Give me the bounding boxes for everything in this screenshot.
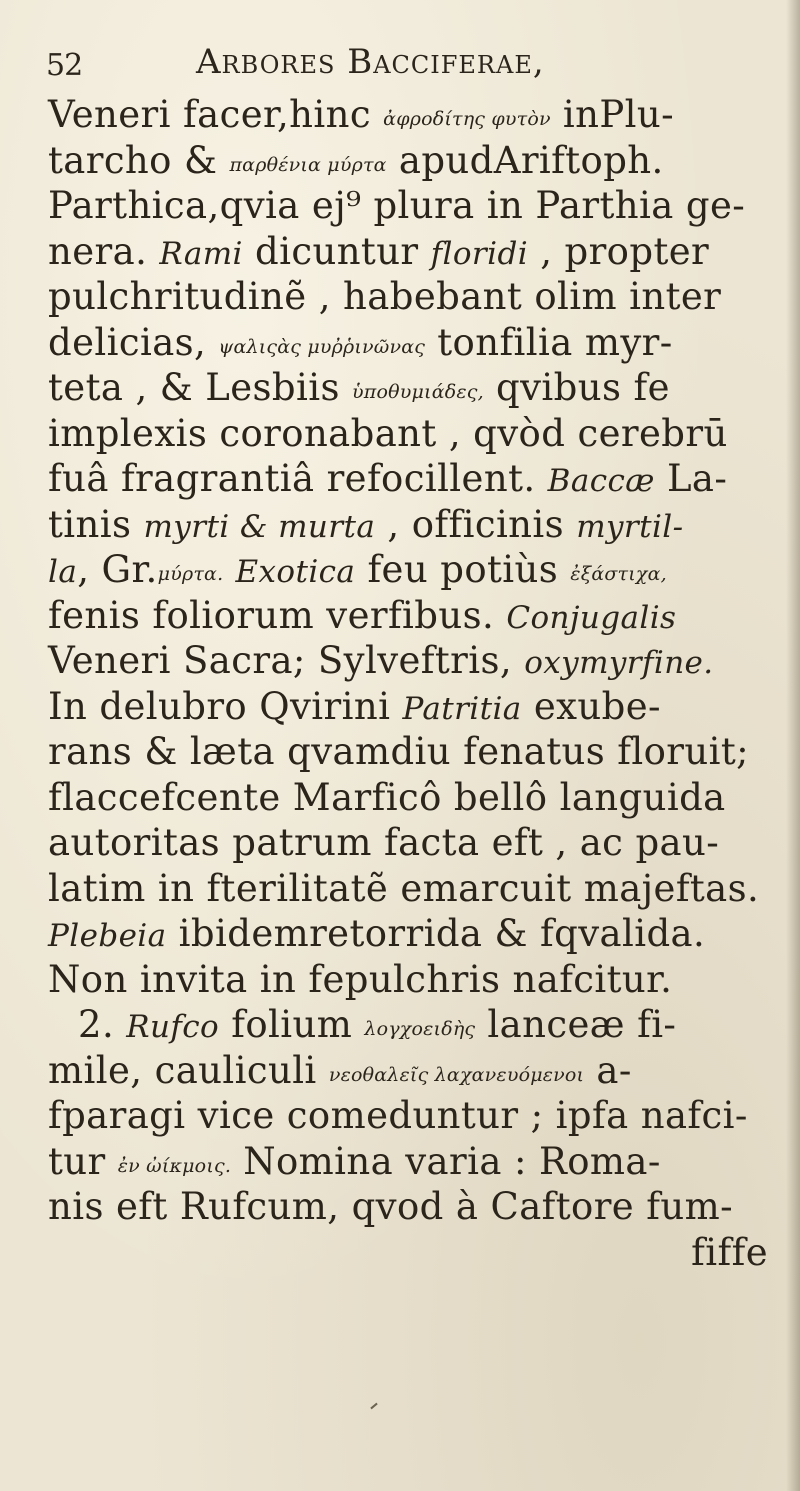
text-line [48, 92, 778, 138]
greek-word: ἐν ὠίκμοις. [117, 1154, 232, 1177]
text-run: , officinis [375, 502, 577, 546]
text-line [48, 365, 778, 411]
italic-term: Conjugalis [506, 599, 677, 636]
text-run: Non invita in fepulchris nafcitur. [48, 957, 673, 1001]
italic-term: floridi [430, 235, 529, 272]
text-line [48, 775, 778, 821]
italic-term: Baccæ [547, 463, 655, 499]
running-head: Arbores Bacciferae, [196, 42, 545, 82]
text-run: implexis coronabant , qvòd cerebrū [48, 411, 728, 455]
text-run: autoritas patrum facta eft , ac pau- [48, 821, 720, 864]
greek-word: λογχοειδὴς [364, 1018, 476, 1040]
italic-term: Rami [159, 235, 243, 272]
text-run: pulchritudinẽ , habebant olim inter [48, 275, 722, 318]
text-run: apudAriftoph. [386, 138, 664, 182]
greek-word: ψαλιςὰς μυῤῥινῶνας [218, 335, 426, 358]
text-line [48, 866, 778, 912]
greek-word: ὑποθυμιάδες, [352, 381, 484, 403]
text-line [48, 1002, 778, 1048]
text-run: qvibus fe [483, 366, 670, 409]
text-line [48, 502, 778, 548]
italic-term: Exotica [235, 554, 356, 590]
text-run: Veneri Sacra; Sylveftris, [48, 639, 525, 682]
greek-word: παρθένια μύρτα [229, 153, 387, 176]
italic-term: oxymyrfine. [524, 645, 714, 681]
text-run: In delubro Qvirini [48, 684, 403, 728]
italic-term: Plebeia [48, 918, 167, 954]
text-line [48, 274, 778, 320]
text-run: a- [584, 1048, 632, 1092]
ink-mark [370, 1403, 377, 1410]
text-line [48, 684, 778, 730]
italic-term: la [48, 554, 78, 590]
text-run: tur [48, 1139, 118, 1183]
page-edge-shadow [786, 0, 800, 1491]
text-run: feu potiùs [355, 548, 571, 591]
text-run: exube- [521, 684, 661, 728]
text-run: tonfilia myr- [425, 320, 673, 364]
text-line [48, 593, 778, 639]
text-line [48, 911, 778, 957]
text-run: nis eft Rufcum, qvod à Caftore fum- [48, 1185, 733, 1228]
text-line [48, 229, 778, 275]
text-run: Parthica,qvia ej⁹ plura in Parthia ge- [48, 184, 746, 227]
text-line [48, 729, 778, 775]
text-line [48, 138, 778, 184]
text-run: Nomina varia : Roma- [231, 1139, 661, 1183]
greek-word: νεοθαλεῖς λαχανευόμενοι [328, 1063, 585, 1086]
text-run: 2. [78, 1003, 127, 1046]
greek-word: ἐξάστιχα, [570, 563, 667, 585]
italic-term: myrti & murta [143, 508, 376, 545]
text-line [48, 1184, 778, 1230]
catchword: fiffe [691, 1230, 768, 1274]
text-run: tinis [48, 502, 144, 546]
text-line [48, 183, 778, 229]
text-run: fuâ fragrantiâ refocillent. [48, 457, 548, 500]
text-run: inPlu- [550, 93, 675, 136]
italic-term: myrtil- [576, 508, 684, 545]
text-line [48, 547, 778, 593]
text-run: teta , & Lesbiis [48, 366, 353, 409]
text-line [48, 1048, 778, 1094]
text-run: , propter [528, 229, 710, 273]
text-run: folium [219, 1003, 365, 1046]
text-run: rans & læta qvamdiu fenatus floruit; [48, 730, 749, 773]
text-run: tarcho & [48, 138, 230, 182]
text-line [48, 1093, 778, 1139]
text-run: delicias, [48, 320, 219, 364]
text-line [48, 1139, 778, 1185]
text-run: dicuntur [242, 229, 431, 273]
text-run: flaccefcente Marficô bellô languida [48, 775, 726, 819]
text-line [48, 456, 778, 502]
greek-word: ἀφροδίτης φυτὸν [383, 108, 551, 130]
text-run: ibidemretorrida & fqvalida. [166, 912, 706, 955]
text-run: nera. [48, 229, 160, 273]
page-number: 52 [46, 48, 83, 83]
text-run: lanceæ fi- [475, 1003, 677, 1046]
italic-term: Rufco [126, 1009, 220, 1045]
text-line [48, 957, 778, 1003]
text-run: fenis foliorum verfibus. [48, 593, 507, 637]
body-text [48, 92, 778, 1275]
text-run: latim in fterilitatẽ emarcuit majeftas. [48, 866, 760, 910]
text-run: La- [654, 457, 728, 500]
page-header [46, 40, 766, 90]
text-line [48, 820, 778, 866]
text-run: Veneri facer,hinc [48, 93, 384, 136]
text-run: fparagi vice comeduntur ; ipfa nafci- [48, 1094, 748, 1137]
text-run: , Gr. [77, 548, 158, 591]
text-line [48, 320, 778, 366]
text-line [48, 411, 778, 457]
italic-term: Patritia [402, 690, 522, 727]
greek-word: μύρτα. [157, 563, 224, 585]
text-run: mile, cauliculi [48, 1048, 329, 1092]
text-run [223, 548, 235, 591]
text-line [48, 638, 778, 684]
